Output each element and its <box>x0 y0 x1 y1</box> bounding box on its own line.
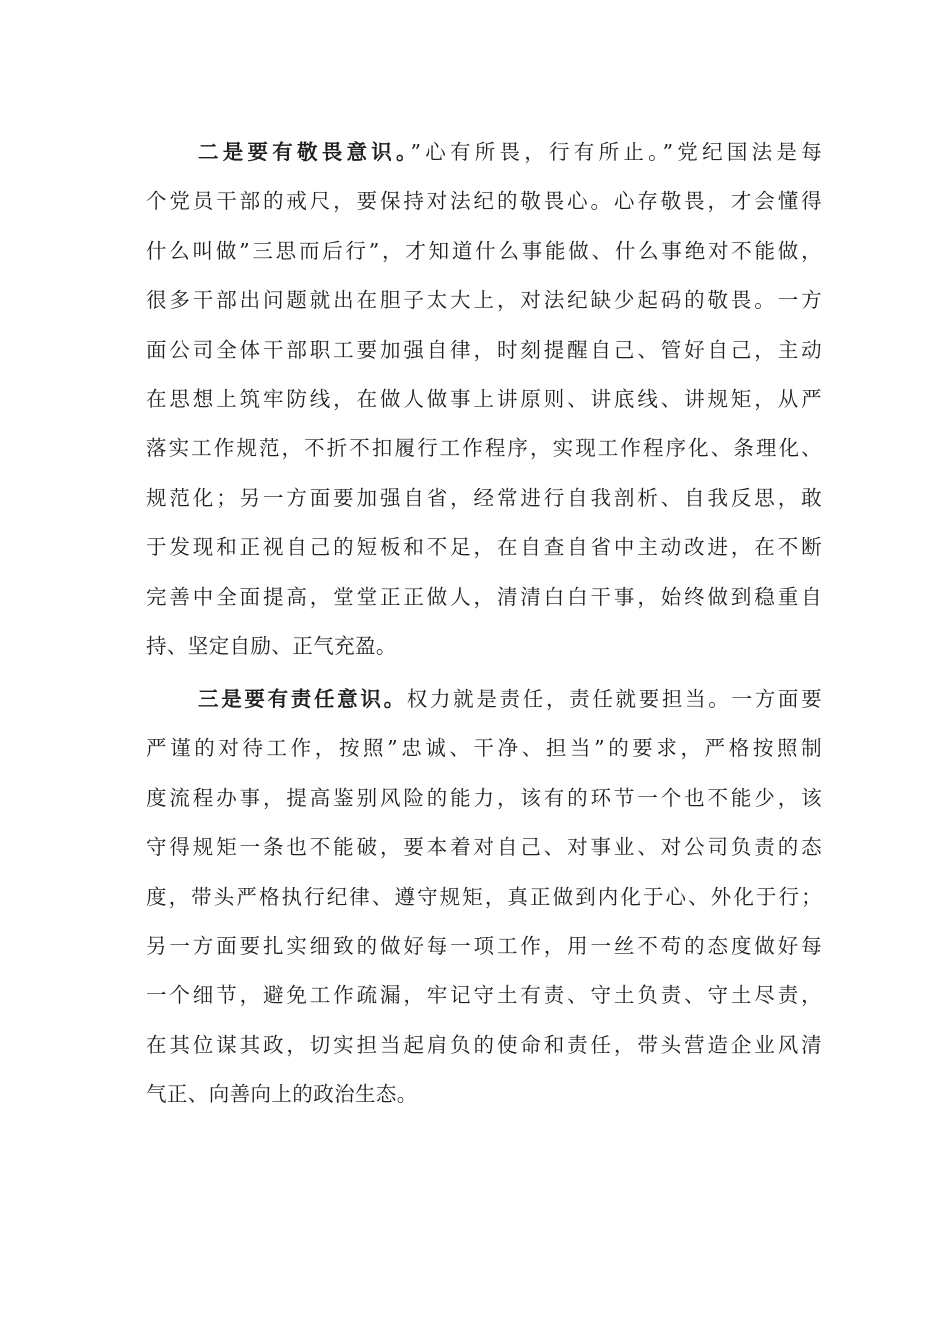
paragraph-line: 完善中全面提高，堂堂正正做人，清清白白干事，始终做到稳重自 <box>146 584 822 609</box>
paragraph-line: 严谨的对待工作，按照”忠诚、干净、担当”的要求，严格按照制 <box>146 736 822 761</box>
paragraph-line: 规范化；另一方面要加强自省，经常进行自我剖析、自我反思，敢 <box>146 485 822 510</box>
paragraph-line: 权力就是责任，责任就要担当。一方面要 <box>406 687 822 711</box>
paragraph-responsibility <box>146 675 822 1120</box>
paragraph-line: 在思想上筑牢防线，在做人做事上讲原则、讲底线、讲规矩，从严 <box>146 386 822 411</box>
paragraph-line: 于发现和正视自己的短板和不足，在自查自省中主动改进，在不断 <box>146 535 822 560</box>
paragraph-line: 很多干部出问题就出在胆子太大上，对法纪缺少起码的敬畏。一方 <box>146 288 822 313</box>
paragraph-line: 守得规矩一条也不能破，要本着对自己、对事业、对公司负责的态 <box>146 835 822 860</box>
paragraph-line: 气正、向善向上的政治生态。 <box>146 1082 418 1107</box>
paragraph-line: 在其位谋其政，切实担当起肩负的使命和责任，带头营造企业风清 <box>146 1032 822 1057</box>
paragraph-first-line <box>146 128 822 177</box>
paragraph-lead-heading: 二是要有敬畏意识。 <box>198 140 411 164</box>
paragraph-line: 什么叫做”三思而后行”，才知道什么事能做、什么事绝对不能做， <box>146 238 822 263</box>
paragraph-line: 个党员干部的戒尺，要保持对法纪的敬畏心。心存敬畏，才会懂得 <box>146 189 822 214</box>
paragraph-line: 持、坚定自励、正气充盈。 <box>146 633 397 658</box>
paragraph-first-line <box>146 675 822 724</box>
paragraph-line: 另一方面要扎实细致的做好每一项工作，用一丝不苟的态度做好每 <box>146 933 822 958</box>
paragraph-line: ”心有所畏，行有所止。”党纪国法是每 <box>410 140 822 164</box>
paragraph-line: 面公司全体干部职工要加强自律，时刻提醒自己、管好自己，主动 <box>146 337 822 362</box>
paragraph-line: 度流程办事，提高鉴别风险的能力，该有的环节一个也不能少，该 <box>146 785 822 810</box>
paragraph-line: 一个细节，避免工作疏漏，牢记守土有责、守土负责、守土尽责， <box>146 983 822 1008</box>
paragraph-reverence <box>146 128 822 671</box>
paragraph-line: 落实工作规范，不折不扣履行工作程序，实现工作程序化、条理化、 <box>146 436 822 461</box>
paragraph-lead-heading: 三是要有责任意识。 <box>198 687 407 711</box>
paragraph-line: 度，带头严格执行纪律、遵守规矩，真正做到内化于心、外化于行； <box>146 884 822 909</box>
